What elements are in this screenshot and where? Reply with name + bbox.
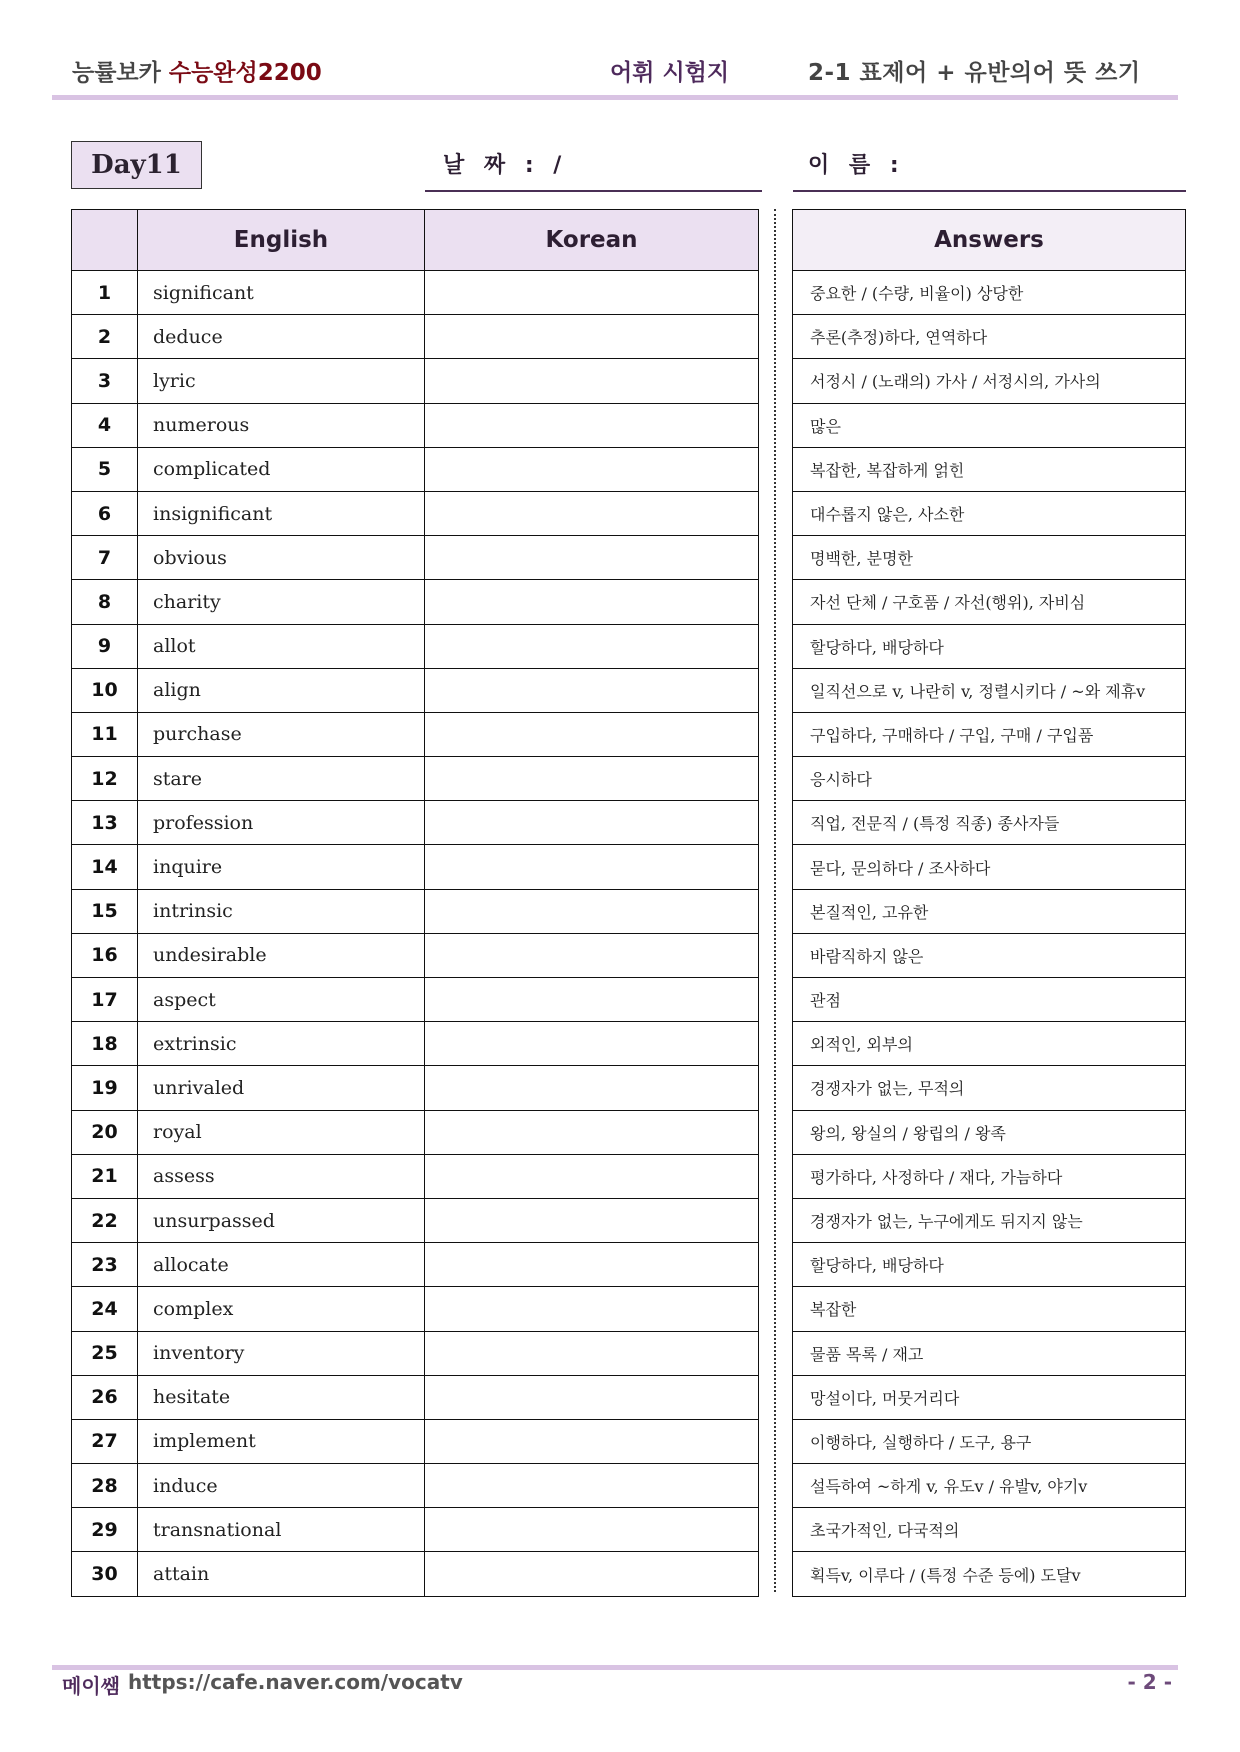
korean-answer-input[interactable] <box>425 757 759 801</box>
korean-answer-input[interactable] <box>425 845 759 889</box>
question-table-header <box>72 210 759 271</box>
answer-text: 일직선으로 v, 나란히 v, 정렬시키다 / ~와 제휴v <box>793 668 1186 712</box>
answer-text: 물품 목록 / 재고 <box>793 1331 1186 1375</box>
answer-text: 초국가적인, 다국적의 <box>793 1508 1186 1552</box>
row-number: 12 <box>72 757 138 801</box>
english-word: unrivaled <box>138 1066 425 1110</box>
publisher-name: 능률보카 <box>72 60 161 86</box>
row-number: 23 <box>72 1243 138 1287</box>
korean-answer-input[interactable] <box>425 271 759 315</box>
english-word: transnational <box>138 1508 425 1552</box>
english-word: aspect <box>138 978 425 1022</box>
date-field-label: 날 짜 : / <box>443 153 568 178</box>
row-number: 9 <box>72 624 138 668</box>
english-word: extrinsic <box>138 1022 425 1066</box>
answer-text: 묻다, 문의하다 / 조사하다 <box>793 845 1186 889</box>
date-field-line[interactable] <box>425 190 762 192</box>
row-number: 16 <box>72 933 138 977</box>
footer-url-link[interactable]: https://cafe.naver.com/vocatv <box>128 1670 463 1694</box>
answer-row <box>793 315 1186 359</box>
answer-text: 관점 <box>793 978 1186 1022</box>
table-row <box>72 801 759 845</box>
row-number: 7 <box>72 536 138 580</box>
english-word: inquire <box>138 845 425 889</box>
english-word: numerous <box>138 403 425 447</box>
korean-answer-input[interactable] <box>425 1198 759 1242</box>
answer-row <box>793 1022 1186 1066</box>
answer-text: 자선 단체 / 구호품 / 자선(행위), 자비심 <box>793 580 1186 624</box>
row-number: 6 <box>72 491 138 535</box>
answer-text: 이행하다, 실행하다 / 도구, 용구 <box>793 1419 1186 1463</box>
row-number: 15 <box>72 889 138 933</box>
answer-row <box>793 933 1186 977</box>
table-row <box>72 1110 759 1154</box>
english-word: allot <box>138 624 425 668</box>
row-number: 1 <box>72 271 138 315</box>
row-number: 24 <box>72 1287 138 1331</box>
answer-text: 추론(추정)하다, 연역하다 <box>793 315 1186 359</box>
korean-answer-input[interactable] <box>425 933 759 977</box>
row-number: 5 <box>72 447 138 491</box>
korean-answer-input[interactable] <box>425 1154 759 1198</box>
answer-row <box>793 1552 1186 1596</box>
row-number: 30 <box>72 1552 138 1596</box>
korean-answer-input[interactable] <box>425 1287 759 1331</box>
answer-text: 망설이다, 머뭇거리다 <box>793 1375 1186 1419</box>
english-word: assess <box>138 1154 425 1198</box>
english-word: hesitate <box>138 1375 425 1419</box>
korean-answer-input[interactable] <box>425 889 759 933</box>
korean-answer-input[interactable] <box>425 1464 759 1508</box>
answer-text: 왕의, 왕실의 / 왕립의 / 왕족 <box>793 1110 1186 1154</box>
answer-row <box>793 1154 1186 1198</box>
answer-text: 본질적인, 고유한 <box>793 889 1186 933</box>
korean-answer-input[interactable] <box>425 1508 759 1552</box>
answer-row <box>793 1066 1186 1110</box>
answer-row <box>793 536 1186 580</box>
english-word: charity <box>138 580 425 624</box>
table-row <box>72 1375 759 1419</box>
table-row <box>72 1552 759 1596</box>
english-word: stare <box>138 757 425 801</box>
row-number: 21 <box>72 1154 138 1198</box>
answer-row <box>793 403 1186 447</box>
korean-column-header: Korean <box>425 210 759 271</box>
korean-answer-input[interactable] <box>425 491 759 535</box>
table-row <box>72 668 759 712</box>
table-row <box>72 1022 759 1066</box>
answer-text: 직업, 전문직 / (특정 직종) 종사자들 <box>793 801 1186 845</box>
row-number: 18 <box>72 1022 138 1066</box>
english-word: implement <box>138 1419 425 1463</box>
korean-answer-input[interactable] <box>425 801 759 845</box>
answer-row <box>793 1375 1186 1419</box>
answer-row <box>793 447 1186 491</box>
english-word: purchase <box>138 712 425 756</box>
row-number: 3 <box>72 359 138 403</box>
korean-answer-input[interactable] <box>425 668 759 712</box>
brand <box>72 54 322 87</box>
korean-answer-input[interactable] <box>425 1331 759 1375</box>
answer-text: 많은 <box>793 403 1186 447</box>
answer-row <box>793 978 1186 1022</box>
answer-row <box>793 668 1186 712</box>
answer-text: 대수롭지 않은, 사소한 <box>793 491 1186 535</box>
day-label: Day11 <box>71 141 202 189</box>
korean-answer-input[interactable] <box>425 447 759 491</box>
answer-row <box>793 1110 1186 1154</box>
korean-answer-input[interactable] <box>425 624 759 668</box>
page-header <box>72 54 1152 90</box>
answer-text: 획득v, 이루다 / (특정 수준 등에) 도달v <box>793 1552 1186 1596</box>
row-number: 27 <box>72 1419 138 1463</box>
korean-answer-input[interactable] <box>425 1066 759 1110</box>
question-table <box>71 209 759 1597</box>
header-divider <box>52 95 1178 100</box>
answers-table-header <box>793 210 1186 271</box>
english-word: significant <box>138 271 425 315</box>
english-word: complex <box>138 1287 425 1331</box>
footer-logo: 메이쌤 <box>62 1674 120 1698</box>
table-row <box>72 1066 759 1110</box>
korean-answer-input[interactable] <box>425 1022 759 1066</box>
table-row <box>72 359 759 403</box>
answer-row <box>793 757 1186 801</box>
table-row <box>72 757 759 801</box>
answer-row <box>793 1508 1186 1552</box>
answer-row <box>793 801 1186 845</box>
english-word: attain <box>138 1552 425 1596</box>
korean-answer-input[interactable] <box>425 978 759 1022</box>
table-row <box>72 1464 759 1508</box>
answer-text: 할당하다, 배당하다 <box>793 624 1186 668</box>
row-number: 28 <box>72 1464 138 1508</box>
table-row <box>72 315 759 359</box>
row-number: 14 <box>72 845 138 889</box>
answer-text: 설득하여 ~하게 v, 유도v / 유발v, 야기v <box>793 1464 1186 1508</box>
english-word: allocate <box>138 1243 425 1287</box>
answer-row <box>793 1243 1186 1287</box>
row-number: 8 <box>72 580 138 624</box>
korean-answer-input[interactable] <box>425 359 759 403</box>
answer-text: 구입하다, 구매하다 / 구입, 구매 / 구입품 <box>793 712 1186 756</box>
answer-row <box>793 1331 1186 1375</box>
english-word: lyric <box>138 359 425 403</box>
answer-row <box>793 845 1186 889</box>
row-number: 29 <box>72 1508 138 1552</box>
korean-answer-input[interactable] <box>425 536 759 580</box>
korean-answer-input[interactable] <box>425 1243 759 1287</box>
english-word: intrinsic <box>138 889 425 933</box>
row-number: 25 <box>72 1331 138 1375</box>
table-row <box>72 889 759 933</box>
answer-row <box>793 580 1186 624</box>
english-word: align <box>138 668 425 712</box>
row-number: 13 <box>72 801 138 845</box>
english-column-header: English <box>138 210 425 271</box>
answer-text: 경쟁자가 없는, 무적의 <box>793 1066 1186 1110</box>
table-row <box>72 1243 759 1287</box>
korean-answer-input[interactable] <box>425 1375 759 1419</box>
english-word: undesirable <box>138 933 425 977</box>
book-title: 수능완성2200 <box>168 60 322 86</box>
english-word: profession <box>138 801 425 845</box>
english-word: deduce <box>138 315 425 359</box>
answers-table <box>792 209 1186 1597</box>
table-row <box>72 1154 759 1198</box>
answer-text: 경쟁자가 없는, 누구에게도 뒤지지 않는 <box>793 1198 1186 1242</box>
korean-answer-input[interactable] <box>425 580 759 624</box>
answer-row <box>793 271 1186 315</box>
answer-row <box>793 712 1186 756</box>
korean-answer-input[interactable] <box>425 1552 759 1596</box>
table-row <box>72 933 759 977</box>
english-word: induce <box>138 1464 425 1508</box>
table-row <box>72 1287 759 1331</box>
answer-row <box>793 1464 1186 1508</box>
korean-answer-input[interactable] <box>425 403 759 447</box>
answer-text: 응시하다 <box>793 757 1186 801</box>
page-footer <box>62 1670 1172 1700</box>
answer-row <box>793 1198 1186 1242</box>
table-row <box>72 1331 759 1375</box>
english-word: complicated <box>138 447 425 491</box>
table-row <box>72 447 759 491</box>
english-word: unsurpassed <box>138 1198 425 1242</box>
table-row <box>72 845 759 889</box>
answer-text: 평가하다, 사정하다 / 재다, 가늠하다 <box>793 1154 1186 1198</box>
english-word: inventory <box>138 1331 425 1375</box>
number-column-header <box>72 210 138 271</box>
table-row <box>72 712 759 756</box>
korean-answer-input[interactable] <box>425 712 759 756</box>
english-word: insignificant <box>138 491 425 535</box>
table-row <box>72 271 759 315</box>
answer-row <box>793 1287 1186 1331</box>
answer-row <box>793 1419 1186 1463</box>
answer-text: 명백한, 분명한 <box>793 536 1186 580</box>
name-field-label: 이 름 : <box>808 153 905 178</box>
sheet-type: 어휘 시험지 <box>610 60 730 86</box>
name-field-line[interactable] <box>793 190 1186 192</box>
answer-text: 중요한 / (수량, 비율이) 상당한 <box>793 271 1186 315</box>
answer-text: 서정시 / (노래의) 가사 / 서정시의, 가사의 <box>793 359 1186 403</box>
table-row <box>72 536 759 580</box>
row-number: 19 <box>72 1066 138 1110</box>
answer-row <box>793 359 1186 403</box>
answer-text: 복잡한 <box>793 1287 1186 1331</box>
row-number: 26 <box>72 1375 138 1419</box>
answer-text: 복잡한, 복잡하게 얽힌 <box>793 447 1186 491</box>
answer-text: 외적인, 외부의 <box>793 1022 1186 1066</box>
section-title: 2-1 표제어 + 유반의어 뜻 쓰기 <box>808 60 1141 86</box>
dotted-cut-line <box>774 209 776 1592</box>
row-number: 11 <box>72 712 138 756</box>
answer-text: 할당하다, 배당하다 <box>793 1243 1186 1287</box>
answers-column-header: Answers <box>793 210 1186 271</box>
answer-row <box>793 889 1186 933</box>
page-number: - 2 - <box>1127 1670 1172 1694</box>
answer-row <box>793 491 1186 535</box>
korean-answer-input[interactable] <box>425 315 759 359</box>
table-row <box>72 1508 759 1552</box>
korean-answer-input[interactable] <box>425 1419 759 1463</box>
english-word: obvious <box>138 536 425 580</box>
table-row <box>72 1419 759 1463</box>
table-row <box>72 491 759 535</box>
row-number: 17 <box>72 978 138 1022</box>
table-row <box>72 978 759 1022</box>
answer-text: 바람직하지 않은 <box>793 933 1186 977</box>
row-number: 10 <box>72 668 138 712</box>
table-row <box>72 1198 759 1242</box>
table-row <box>72 403 759 447</box>
answer-row <box>793 624 1186 668</box>
table-row <box>72 624 759 668</box>
table-row <box>72 580 759 624</box>
row-number: 2 <box>72 315 138 359</box>
row-number: 22 <box>72 1198 138 1242</box>
row-number: 20 <box>72 1110 138 1154</box>
english-word: royal <box>138 1110 425 1154</box>
row-number: 4 <box>72 403 138 447</box>
korean-answer-input[interactable] <box>425 1110 759 1154</box>
